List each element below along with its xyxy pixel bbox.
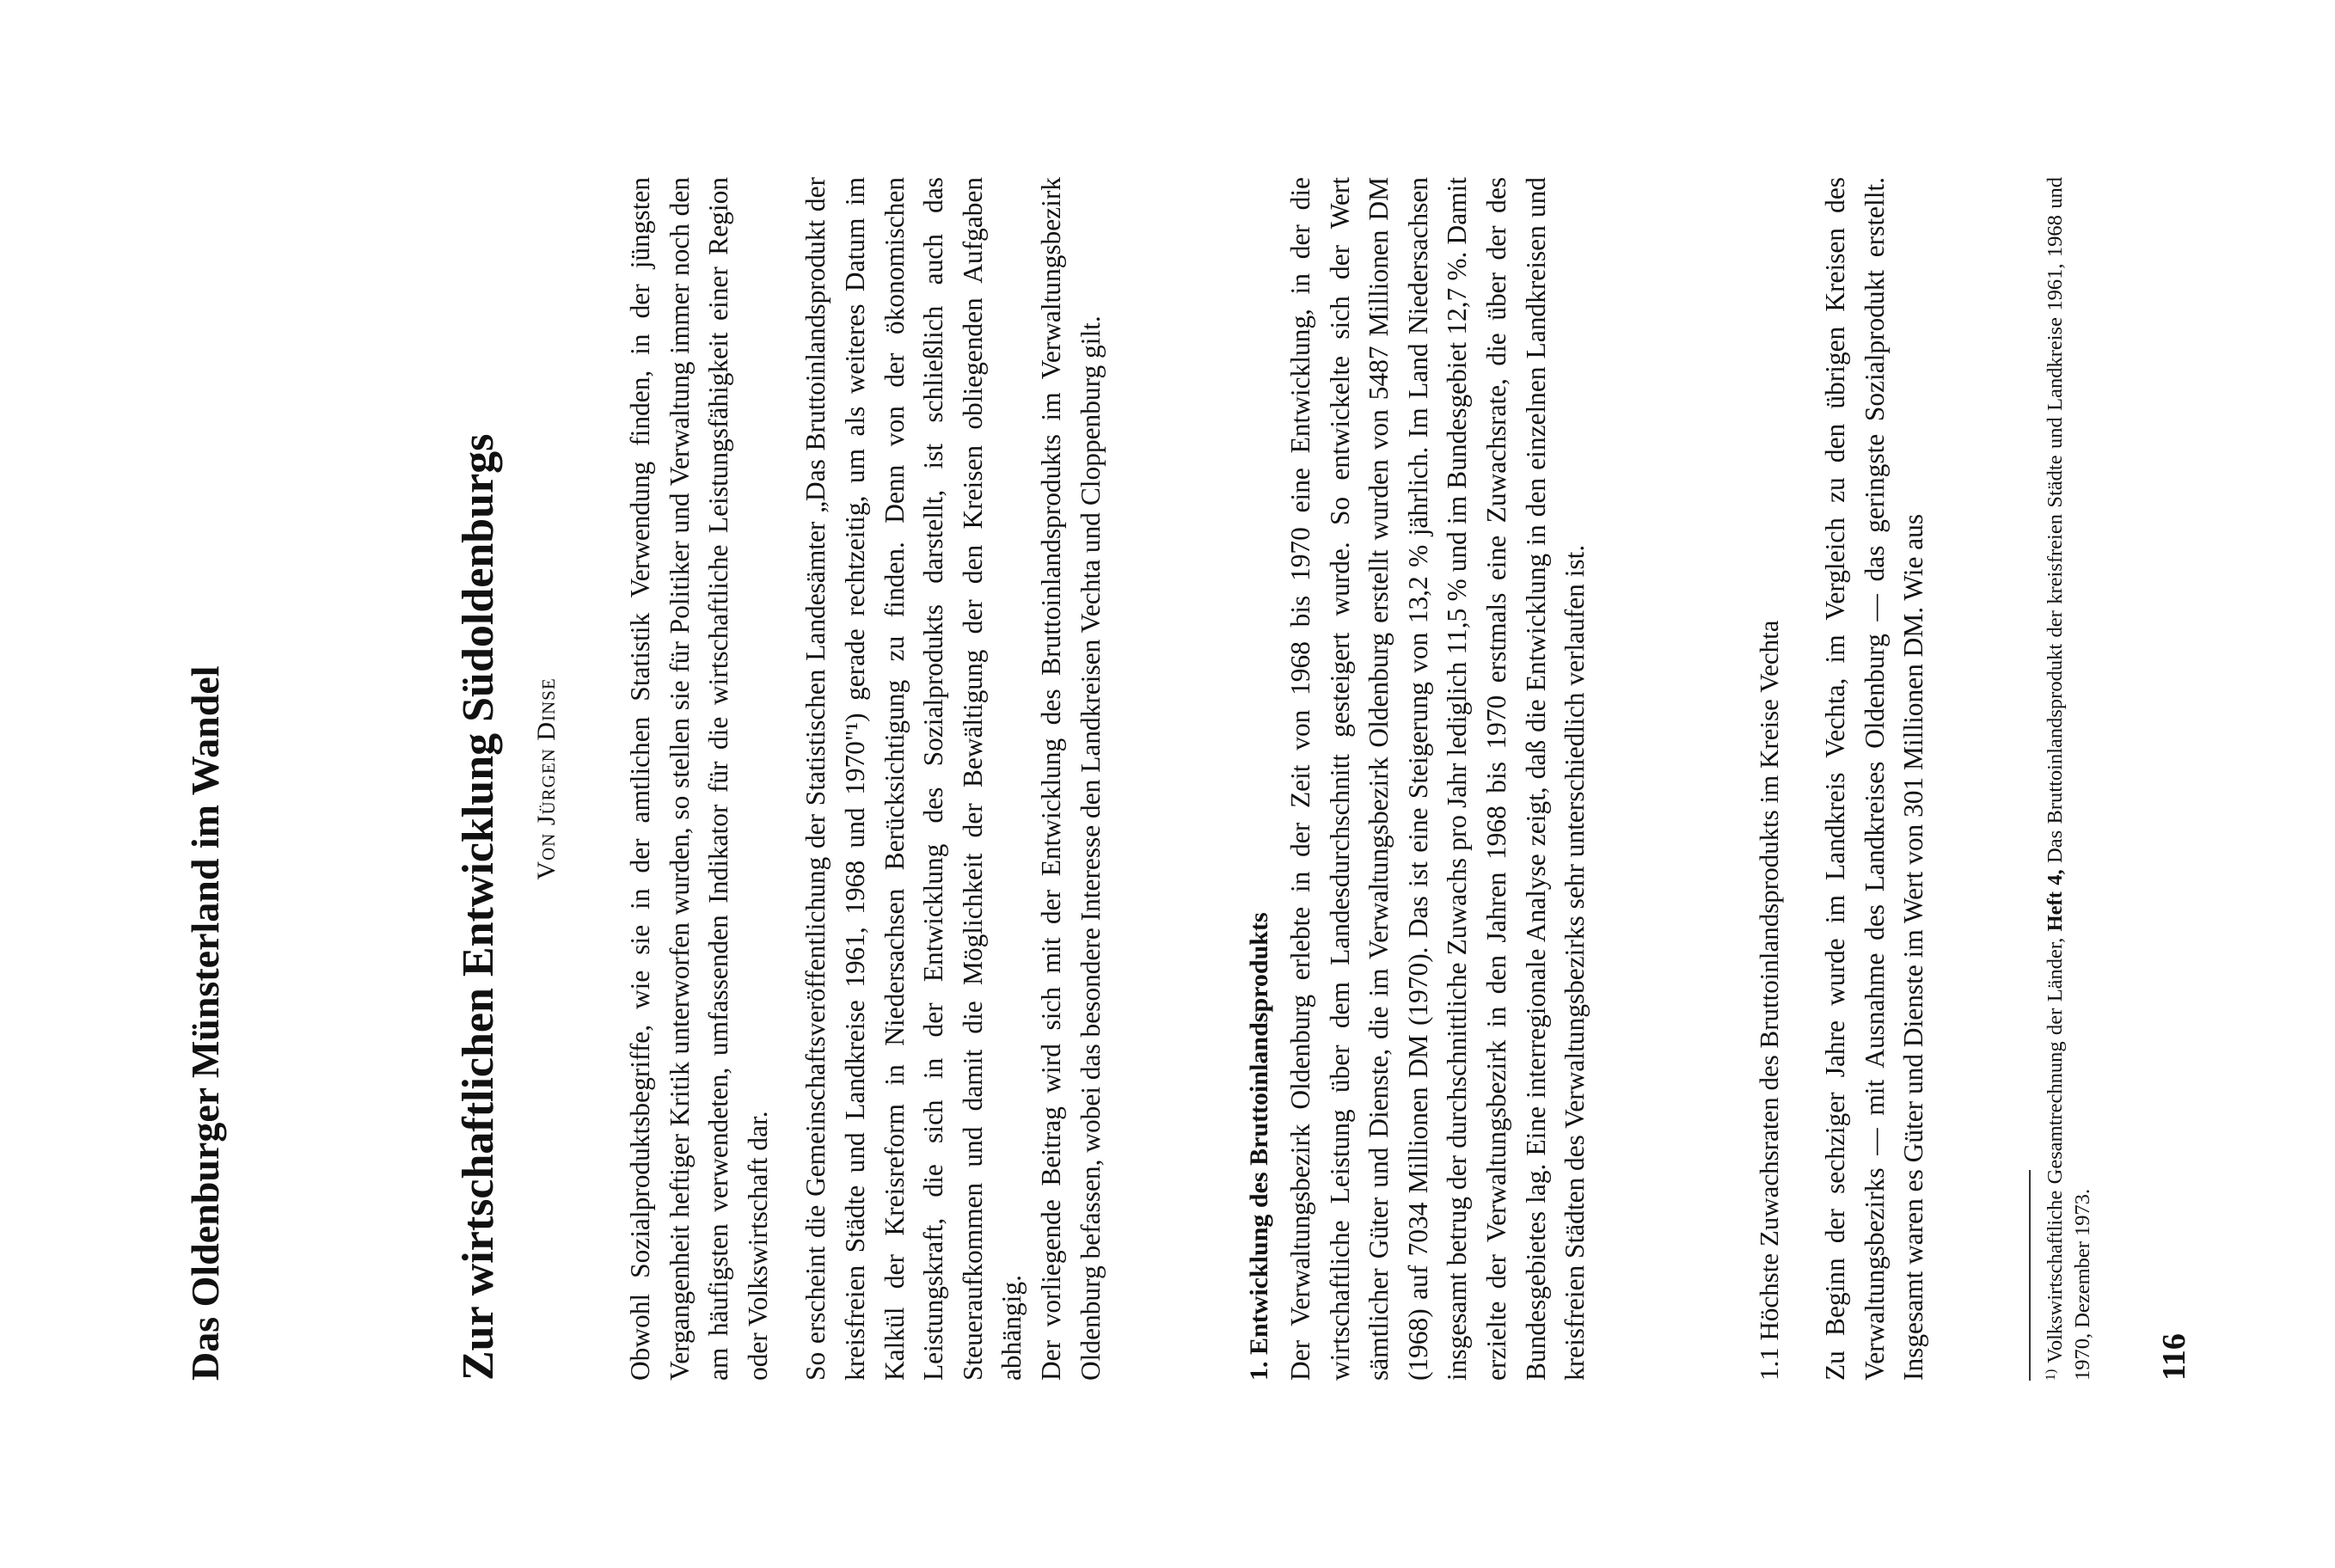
- intro-text: [621, 177, 1110, 1381]
- section-1-text: [1281, 177, 1595, 1381]
- intro-paragraph-3: Der vorliegende Beitrag wird sich mit der Entwicklung des Bruttoinlandsprodukts im Verwaltungsbezirk Oldenburg befassen, wobei das besondere Interesse den Landkreisen Vechta und Cloppenburg gilt.: [1035, 177, 1106, 1381]
- section-heading-1: 1. Entwicklung des Bruttoinlandsprodukts: [1245, 912, 1273, 1381]
- footnote-text-rest: Das Bruttoinlandsprodukt der kreisfreien Städte und Landkreise 1961, 1968 und 1970, Dezember 1973.: [2044, 176, 2094, 1381]
- footnote: [2038, 177, 2097, 1381]
- page-number: 116: [2156, 1333, 2192, 1381]
- footnote-issue: Heft 4,: [2044, 869, 2067, 932]
- section-1-paragraph: Der Verwaltungsbezirk Oldenburg erlebte in der Zeit von 1968 bis 1970 eine Entwicklung, in der die wirtschaftliche Leistung über dem Landesdurchschnitt gesteigert wurde. So entwickelte sich der Wert sämtlicher Güter und Dienste, die im Verwaltungsbezirk Oldenburg erstellt wurden von 5487 Millionen DM (1968) auf 7034 Millionen DM (1970). Das ist eine Steigerung von 13,2 % jährlich. Im Land Niedersachsen insgesamt betrug der durchschnittliche Zuwachs pro Jahr lediglich 11,5 % und im Bundesgebiet 12,7 %. Damit erzielte der Verwaltungsbezirk in den Jahren 1968 bis 1970 erstmals eine Zuwachsrate, die über der des Bundesgebietes lag. Eine interregionale Analyse zeigt, daß die Entwicklung in den einzelnen Landkreisen und kreisfreien Städten des Verwaltungsbezirks sehr unterschiedlich verlaufen ist.: [1285, 177, 1590, 1381]
- intro-paragraph-2: So erscheint die Gemeinschaftsveröffentlichung der Statistischen Landesämter „Das Bruttoinlandsprodukt der kreisfreien Städte und Landkreise 1961, 1968 und 1970"¹) gerade rechtzeitig, um als weiteres Datum im Kalkül der Kreisreform in Niedersachsen Berücksichtigung zu finden. Denn von der ökonomischen Leistungskraft, die sich in der Entwicklung des Sozialprodukts darstellt, ist schließlich auch das Steueraufkommen und damit die Möglichkeit der Bewältigung der den Kreisen obliegenden Aufgaben abhängig.: [800, 177, 1027, 1381]
- author-byline: Von Jürgen Dinse: [532, 677, 561, 880]
- article-title: Zur wirtschaftlichen Entwicklung Südoldenburgs: [454, 433, 503, 1381]
- section-1-1-paragraph: Zu Beginn der sechziger Jahre wurde im Landkreis Vechta, im Vergleich zu den übrigen Kreisen des Verwaltungsbezirks — mit Ausnahme des Landkreises Oldenburg — das geringste Sozialprodukt erstellt. Insgesamt waren es Güter und Dienste im Wert von 301 Millionen DM. Wie aus: [1820, 177, 1929, 1381]
- footnote-rule: [2029, 1170, 2031, 1381]
- footnote-text: Volkswirtschaftliche Gesamtrechnung der Länder,: [2044, 931, 2067, 1363]
- footnote-marker: 1): [2044, 1369, 2058, 1381]
- running-head: Das Oldenburger Münsterland im Wandel: [183, 665, 227, 1381]
- section-heading-1-1: 1.1 Höchste Zuwachsraten des Bruttoinlandsprodukts im Kreise Vechta: [1754, 620, 1784, 1381]
- intro-paragraph-1: Obwohl Sozialproduktsbegriffe, wie sie in der amtlichen Statistik Verwendung finden, in der jüngsten Vergangenheit heftiger Kritik unterworfen wurden, so stellen sie für Politiker und Verwaltung immer noch den am häufigsten verwendeten, umfassenden Indikator für die wirtschaftliche Leistungsfähigkeit einer Region oder Volkswirtschaft dar.: [625, 177, 773, 1381]
- section-1-1-text: [1816, 177, 1934, 1381]
